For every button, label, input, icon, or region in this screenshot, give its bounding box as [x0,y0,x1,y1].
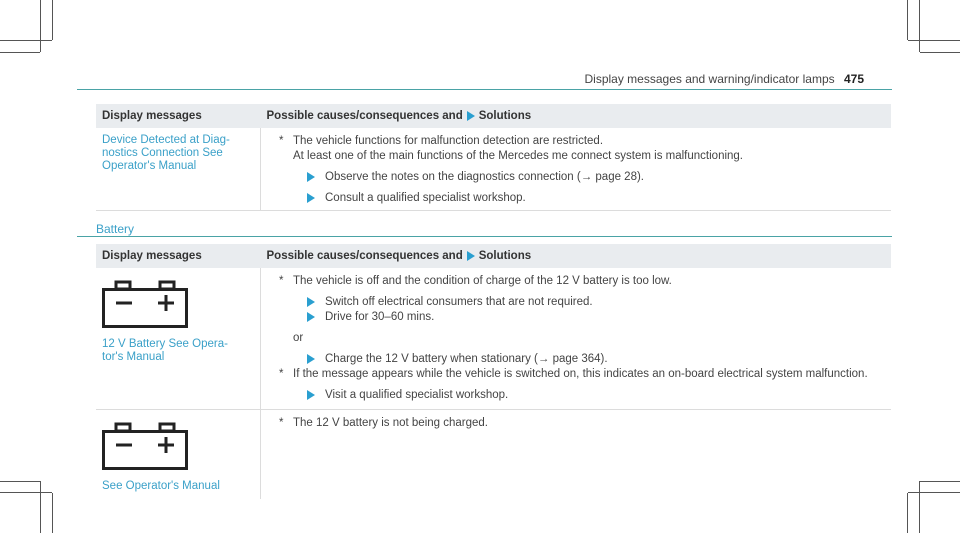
col-possible-causes: Possible causes/consequences and Solutions [261,244,892,268]
page-header [585,72,865,86]
crop-mark [40,0,41,52]
crop-mark [919,0,920,52]
table-row [96,128,891,211]
display-message: 12 V Battery See Opera- tor's Manual [102,338,228,363]
battery-table [96,244,891,499]
cause-detail: At least one of the main functions of the Mercedes me connect system is malfunctioning. [293,150,744,162]
table-header-row [96,244,891,268]
step-text: Observe the notes on the diagnostics connection (→ page 28). [325,171,645,183]
crop-mark [908,40,960,41]
crop-mark [0,52,40,53]
battery-icon [102,422,188,470]
cause-text: The 12 V battery is not being charged. [293,417,488,429]
step-text: Charge the 12 V battery when stationary (→ page 364). [325,353,608,365]
cause-cell: * The 12 V battery is not being charged. [279,417,488,429]
solutions-arrow-icon [467,251,475,261]
crop-mark [0,481,40,482]
crop-mark [920,52,960,53]
col-display-messages: Display messages [96,244,261,268]
crop-mark [52,493,53,533]
display-message-cell [96,268,261,410]
crop-mark [920,481,960,482]
step-arrow-icon [307,390,315,400]
crop-mark [919,481,920,533]
step-text: Switch off electrical consumers that are not required. [325,296,593,308]
crop-mark [0,40,52,41]
display-message-cell [96,410,261,500]
step-arrow-icon [307,297,315,307]
col-possible-causes: Possible causes/consequences and Solutions [261,104,892,128]
cause-text: The vehicle functions for malfunction detection are restricted. [293,135,604,147]
display-message: See Operator's Manual [102,480,220,492]
step-text: Drive for 30–60 mins. [325,311,435,323]
or-text: or [293,332,304,344]
step-text: Visit a qualified specialist workshop. [325,389,509,401]
cause-text: If the message appears while the vehicle is switched on, this indicates an on-board electrical system malfunction. [293,368,868,380]
crop-mark [40,481,41,533]
cause-cell: * The vehicle is off and the condition of charge of the 12 V battery is too low. Switch off electrical consumers that are not required. Drive for 30–60 mins. or Charge the 12 V battery when stationary (→ page 364). * If the message appears while the vehicle is switched on, this indicates an on-board electrical system malfunction. Visit a qualified specialist workshop. [261,268,892,410]
step-arrow-icon [307,312,315,322]
step-arrow-icon [307,172,315,182]
page-number: 475 [843,72,864,86]
section-rule [77,236,892,237]
header-rule [77,89,892,90]
step-arrow-icon [307,193,315,203]
crop-mark [52,0,53,40]
table-header-row [96,104,891,128]
step-arrow-icon [307,354,315,364]
header-title: Display messages and warning/indicator lamps [584,72,835,86]
table-row [96,410,891,500]
solutions-arrow-icon [467,111,475,121]
crop-mark [907,493,908,533]
section-title: Battery [96,222,135,236]
cause-text: The vehicle is off and the condition of charge of the 12 V battery is too low. [293,275,672,287]
crop-mark [908,492,960,493]
step-text: Consult a qualified specialist workshop. [325,192,526,204]
cause-cell: * The vehicle functions for malfunction detection are restricted. At least one of the main functions of the Mercedes me connect system is malfunctioning. Observe the notes on the diagnostics connection (→ page 28). Consult a qualified specialist workshop. [261,128,892,211]
col-display-messages: Display messages [96,104,261,128]
crop-mark [907,0,908,40]
display-message: Device Detected at Diag- nostics Connection See Operator's Manual [96,128,261,211]
crop-mark [0,492,52,493]
battery-icon [102,280,188,328]
table-row [96,268,891,410]
diagnostics-table [96,104,891,211]
